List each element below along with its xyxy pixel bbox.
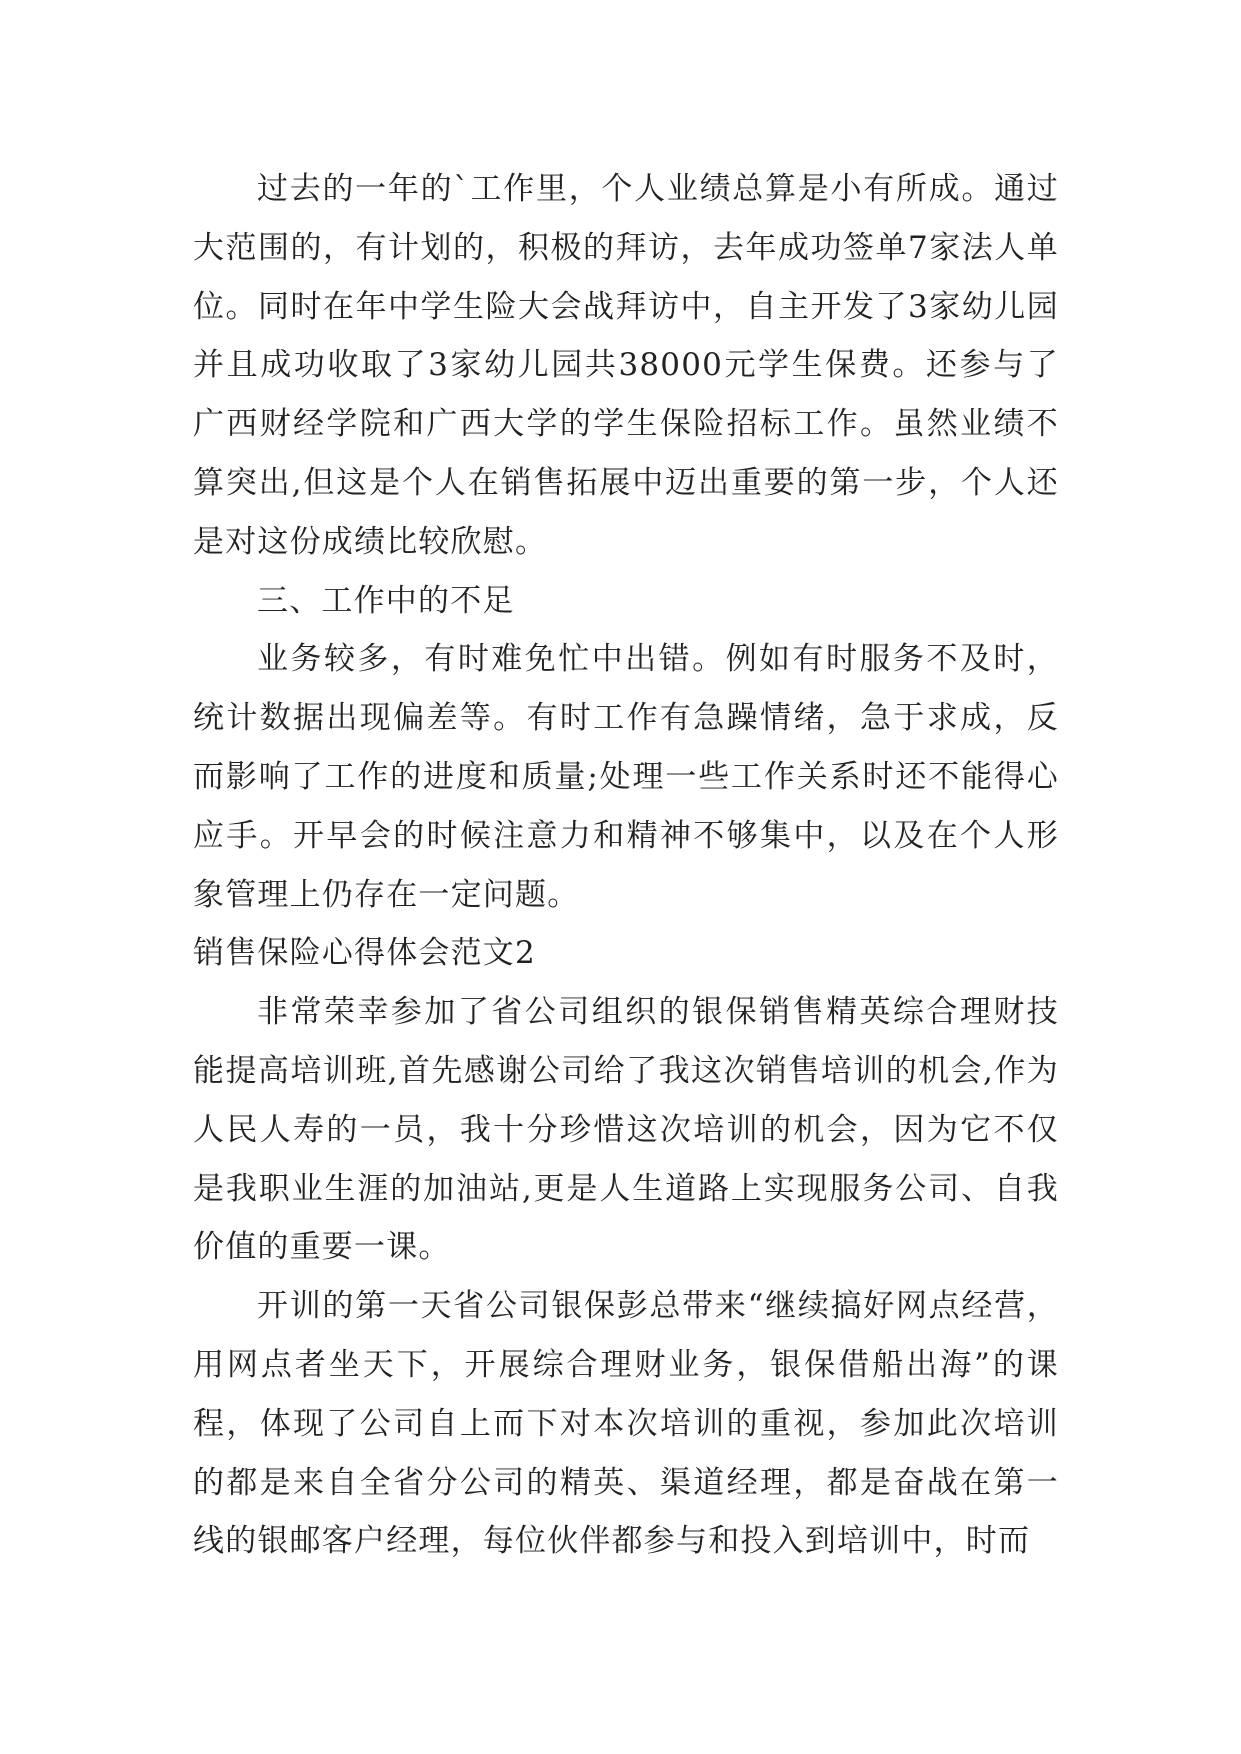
paragraph-training-first-day: 开训的第一天省公司银保彭总带来“继续搞好网点经营，用网点者坐天下，开展综合理财业务，银保借船出海”的课程，体现了公司自上而下对本次培训的重视，参加此次培训的都是来自全省分公司的精英、渠道经理，都是奋战在第一线的银邮客户经理，每位伙伴都参与和投入到培训中，时而 (193, 1288, 1059, 1560)
paragraph-training-intro: 非常荣幸参加了省公司组织的银保销售精英综合理财技能提高培训班,首先感谢公司给了我这次销售培训的机会,作为人民人寿的一员，我十分珍惜这次培训的机会，因为它不仅是我职业生涯的加油站,更是人生道路上实现服务公司、自我价值的重要一课。 (193, 994, 1059, 1266)
paragraph-achievements: 过去的一年的`工作里，个人业绩总算是小有所成。通过大范围的，有计划的，积极的拜访，去年成功签单7家法人单位。同时在年中学生险大会战拜访中，自主开发了3家幼儿园并且成功收取了3家幼儿园共38000元学生保费。还参与了广西财经学院和广西大学的学生保险招标工作。虽然业绩不算突出,但这是个人在销售拓展中迈出重要的第一步，个人还是对这份成绩比较欣慰。 (193, 171, 1059, 560)
section-heading-shortcomings: 三、工作中的不足 (257, 582, 515, 619)
paragraph-shortcomings: 业务较多，有时难免忙中出错。例如有时服务不及时，统计数据出现偏差等。有时工作有急躁情绪，急于求成，反而影响了工作的进度和质量;处理一些工作关系时还不能得心应手。开早会的时候注意力和精神不够集中，以及在个人形象管理上仍存在一定问题。 (193, 641, 1059, 913)
article-title: 销售保险心得体会范文2 (193, 935, 536, 972)
document-body (193, 160, 1059, 1571)
